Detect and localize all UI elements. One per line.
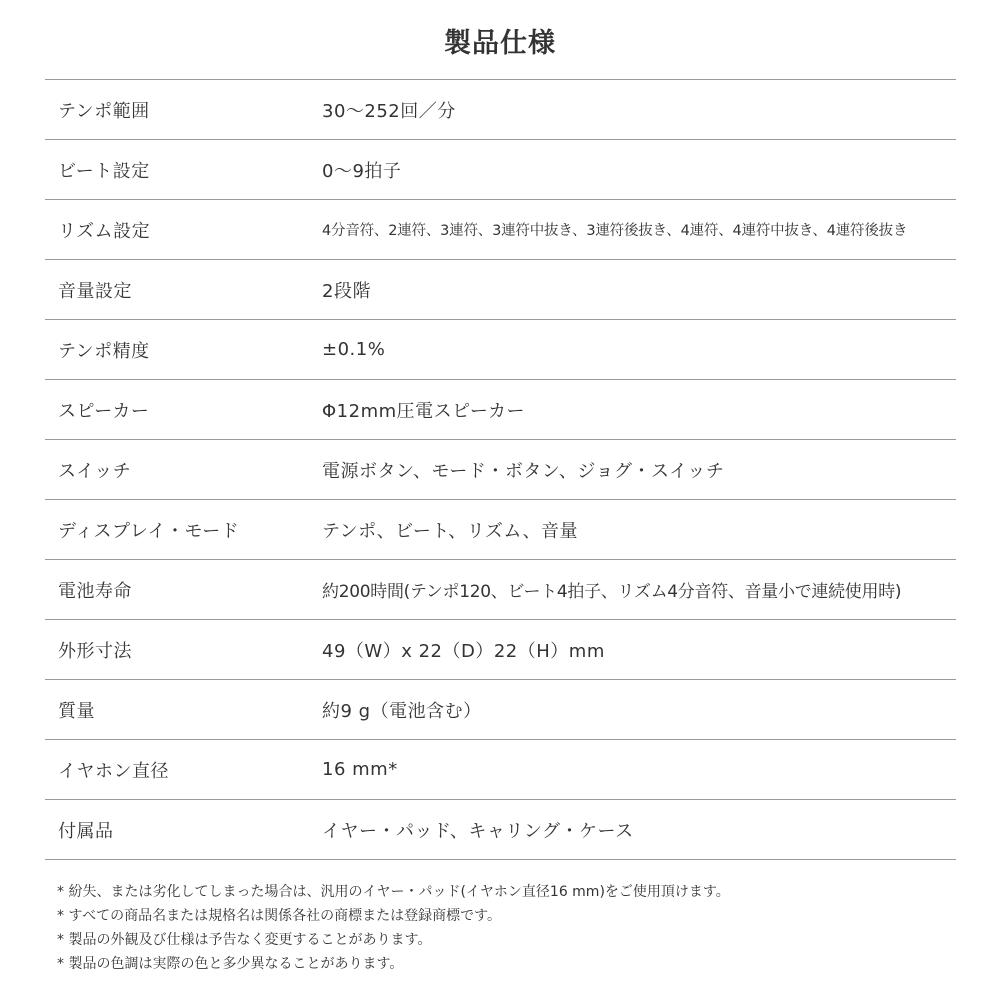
spec-value: イヤー・パッド、キャリング・ケース <box>322 820 634 842</box>
spec-value: 電源ボタン、モード・ボタン、ジョグ・スイッチ <box>322 460 725 482</box>
spec-value: 49（W）x 22（D）22（H）mm <box>322 640 605 662</box>
spec-row-earphone-diameter <box>45 740 956 800</box>
spec-value: 4分音符、2連符、3連符、3連符中抜き、3連符後抜き、4連符、4連符中抜き、4連符後抜き <box>322 223 908 239</box>
spec-label: 音量設定 <box>58 280 132 302</box>
footnote: * 紛失、または劣化してしまった場合は、汎用のイヤー・パッド(イヤホン直径16 mm)をご使用頂けます。 <box>57 884 730 900</box>
spec-value: テンポ、ビート、リズム、音量 <box>322 520 578 542</box>
spec-label: 電池寿命 <box>58 580 132 602</box>
spec-row-dimensions <box>45 620 956 680</box>
spec-label: 質量 <box>58 700 95 722</box>
spec-row-battery-life <box>45 560 956 620</box>
spec-row-switch <box>45 440 956 500</box>
spec-row-tempo-accuracy <box>45 320 956 380</box>
spec-value: 約200時間(テンポ120、ビート4拍子、リズム4分音符、音量小で連続使用時) <box>322 582 902 602</box>
spec-row-tempo-range <box>45 80 956 140</box>
footnote: * 製品の外観及び仕様は予告なく変更することがあります。 <box>57 932 432 948</box>
spec-label: イヤホン直径 <box>58 760 169 782</box>
spec-row-rhythm-setting <box>45 200 956 260</box>
spec-label: ビート設定 <box>58 160 150 182</box>
spec-value: 約9 g（電池含む） <box>322 700 482 722</box>
spec-value: 2段階 <box>322 280 371 302</box>
spec-value: 0〜9拍子 <box>322 160 402 182</box>
spec-label: スピーカー <box>58 400 150 422</box>
spec-row-volume-setting <box>45 260 956 320</box>
footnote: * 製品の色調は実際の色と多少異なることがあります。 <box>57 956 404 972</box>
spec-row-speaker <box>45 380 956 440</box>
spec-value: Φ12mm圧電スピーカー <box>322 400 526 422</box>
spec-row-accessories <box>45 800 956 860</box>
spec-label: 外形寸法 <box>58 640 132 662</box>
spec-label: 付属品 <box>58 820 114 842</box>
spec-table <box>45 79 956 860</box>
spec-label: スイッチ <box>58 460 132 482</box>
spec-label: リズム設定 <box>58 220 151 242</box>
spec-label: テンポ精度 <box>58 340 150 362</box>
page-title: 製品仕様 <box>444 28 556 59</box>
spec-row-display-mode <box>45 500 956 560</box>
spec-value: 16 mm* <box>322 759 398 780</box>
spec-row-weight <box>45 680 956 740</box>
spec-row-beat-setting <box>45 140 956 200</box>
footnote: * すべての商品名または規格名は関係各社の商標または登録商標です。 <box>57 908 502 924</box>
spec-value: 30〜252回／分 <box>322 100 456 122</box>
spec-label: ディスプレイ・モード <box>58 520 240 542</box>
spec-value: ±0.1% <box>322 339 386 360</box>
spec-label: テンポ範囲 <box>58 100 150 122</box>
footnotes <box>57 880 957 976</box>
